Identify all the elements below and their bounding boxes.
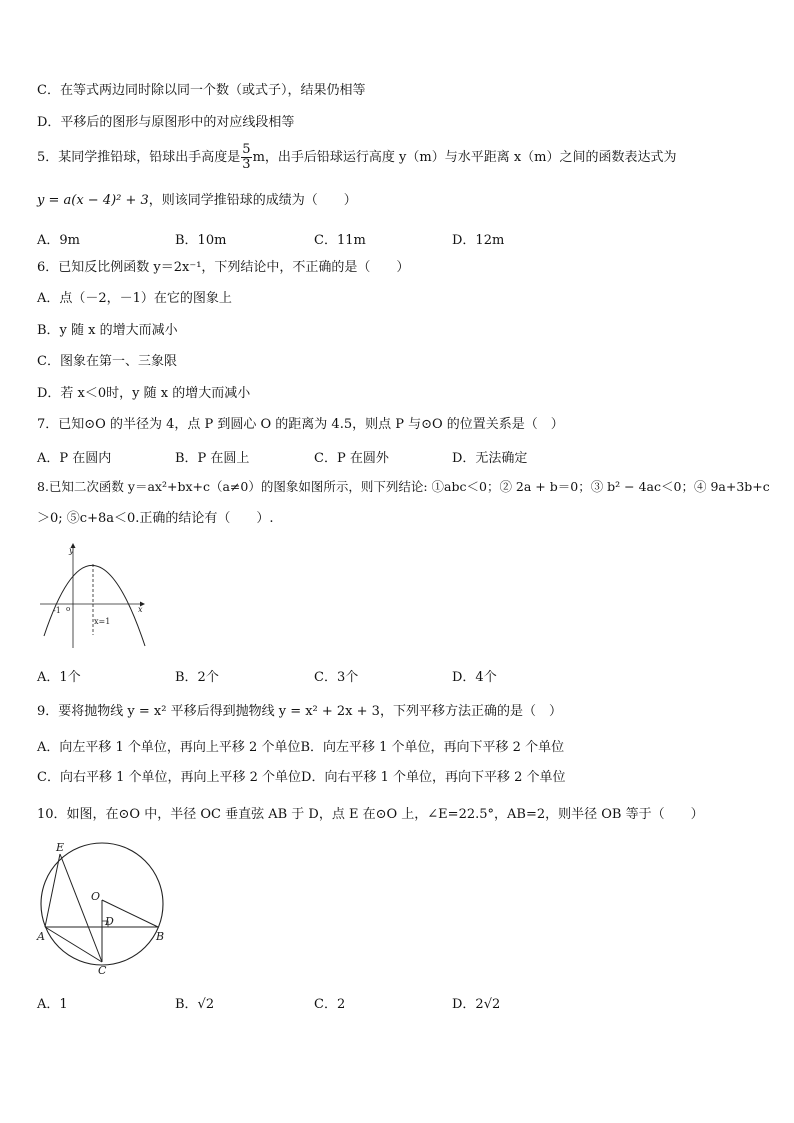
q10-label-d: D xyxy=(105,915,114,928)
q4-option-d: D．平移后的图形与原图形中的对应线段相等 xyxy=(37,115,295,130)
q6-option-d: D．若 x＜0时，y 随 x 的增大而减小 xyxy=(37,386,251,401)
q5-option-c: C．11m xyxy=(314,233,366,248)
q10-label-c: C xyxy=(98,964,107,977)
q7-option-a: A．P 在圆内 xyxy=(37,451,112,466)
q10-option-a: A．1 xyxy=(37,997,68,1012)
q8-origin-label: o xyxy=(66,605,71,613)
q10-option-c: C．2 xyxy=(314,997,346,1012)
q9-options-row1: A．向左平移 1 个单位，再向上平移 2 个单位B．向左平移 1 个单位，再向下平移 2 个单位 xyxy=(37,740,565,755)
q8-stem-line1: 8.已知二次函数 y＝ax²+bx+c（a≠0）的图象如图所示，则下列结论: ①abc＜0；② 2a + b＝0；③ b² − 4ac＜0；④ 9a+3b+c xyxy=(37,479,770,494)
q10-label-e: E xyxy=(56,841,65,854)
q6-stem: 6．已知反比例函数 y＝2x⁻¹，下列结论中，不正确的是（ ） xyxy=(37,260,410,275)
q7-option-c: C．P 在圆外 xyxy=(314,451,389,466)
q5-stem-line1 xyxy=(37,140,677,176)
q5-formula: y = a(x − 4)² + 3 xyxy=(37,193,149,208)
q5-stem-tail: ，则该同学推铅球的成绩为（ ） xyxy=(148,193,357,208)
q10-option-d: D．2√2 xyxy=(452,997,501,1012)
q8-y-label: y xyxy=(69,546,74,555)
q5-stem-mid: m，出手后铅球运行高度 y（m）与水平距离 x（m）之间的函数表达式为 xyxy=(252,150,677,165)
q5-stem-prefix: 5．某同学推铅球，铅球出手高度是 xyxy=(37,150,241,165)
q6-option-b: B．y 随 x 的增大而减小 xyxy=(37,323,178,338)
q5-option-d: D．12m xyxy=(452,233,505,248)
q5-stem-line2 xyxy=(37,192,357,210)
q10-segment-ec xyxy=(60,854,102,962)
q10-option-b: B．√2 xyxy=(175,997,215,1012)
q7-option-b: B．P 在圆上 xyxy=(175,451,250,466)
q10-label-a: A xyxy=(37,930,45,943)
q7-stem: 7．已知⊙O 的半径为 4，点 P 到圆心 O 的距离为 4.5，则点 P 与⊙O 的位置关系是（ ） xyxy=(37,417,564,432)
q9-stem: 9．要将抛物线 y = x² 平移后得到抛物线 y = x² + 2x + 3，下列平移方法正确的是（ ） xyxy=(37,704,562,719)
q5-option-b: B．10m xyxy=(175,233,227,248)
q5-frac-denominator: 3 xyxy=(242,157,251,172)
q5-option-a: A．9m xyxy=(37,233,80,248)
q8-option-b: B．2个 xyxy=(175,670,219,685)
q10-stem: 10．如图，在⊙O 中，半径 OC 垂直弦 AB 于 D，点 E 在⊙O 上，∠E=22.5°，AB=2，则半径 OB 等于（ ） xyxy=(37,807,704,822)
q9-options-row2: C．向右平移 1 个单位，再向上平移 2 个单位D．向右平移 1 个单位，再向下平移 2 个单位 xyxy=(37,770,566,785)
q10-label-b: B xyxy=(156,930,165,943)
q8-x-label: x xyxy=(138,605,143,614)
q5-height-fraction xyxy=(241,143,251,172)
q10-label-o: O xyxy=(91,890,101,903)
q5-frac-numerator: 5 xyxy=(242,142,251,157)
q10-segment-ea xyxy=(45,854,60,927)
q6-option-a: A．点（－2，－1）在它的图象上 xyxy=(37,291,232,306)
q8-neg1-label: -1 xyxy=(53,606,61,615)
q8-stem-line2: ＞0; ⑤c+8a＜0.正确的结论有（ ）. xyxy=(37,511,274,526)
q8-symmetry-label: x=1 xyxy=(94,617,111,626)
q8-option-d: D．4个 xyxy=(452,670,497,685)
q8-option-a: A．1个 xyxy=(37,670,81,685)
q7-option-d: D．无法确定 xyxy=(452,451,528,466)
q10-circle-figure xyxy=(34,838,174,978)
q6-option-c: C．图象在第一、三象限 xyxy=(37,354,177,369)
q8-parabola-graph xyxy=(36,540,151,652)
q10-segment-ac xyxy=(45,927,102,962)
q8-option-c: C．3个 xyxy=(314,670,359,685)
q4-option-c: C．在等式两边同时除以同一个数（或式子），结果仍相等 xyxy=(37,83,366,98)
